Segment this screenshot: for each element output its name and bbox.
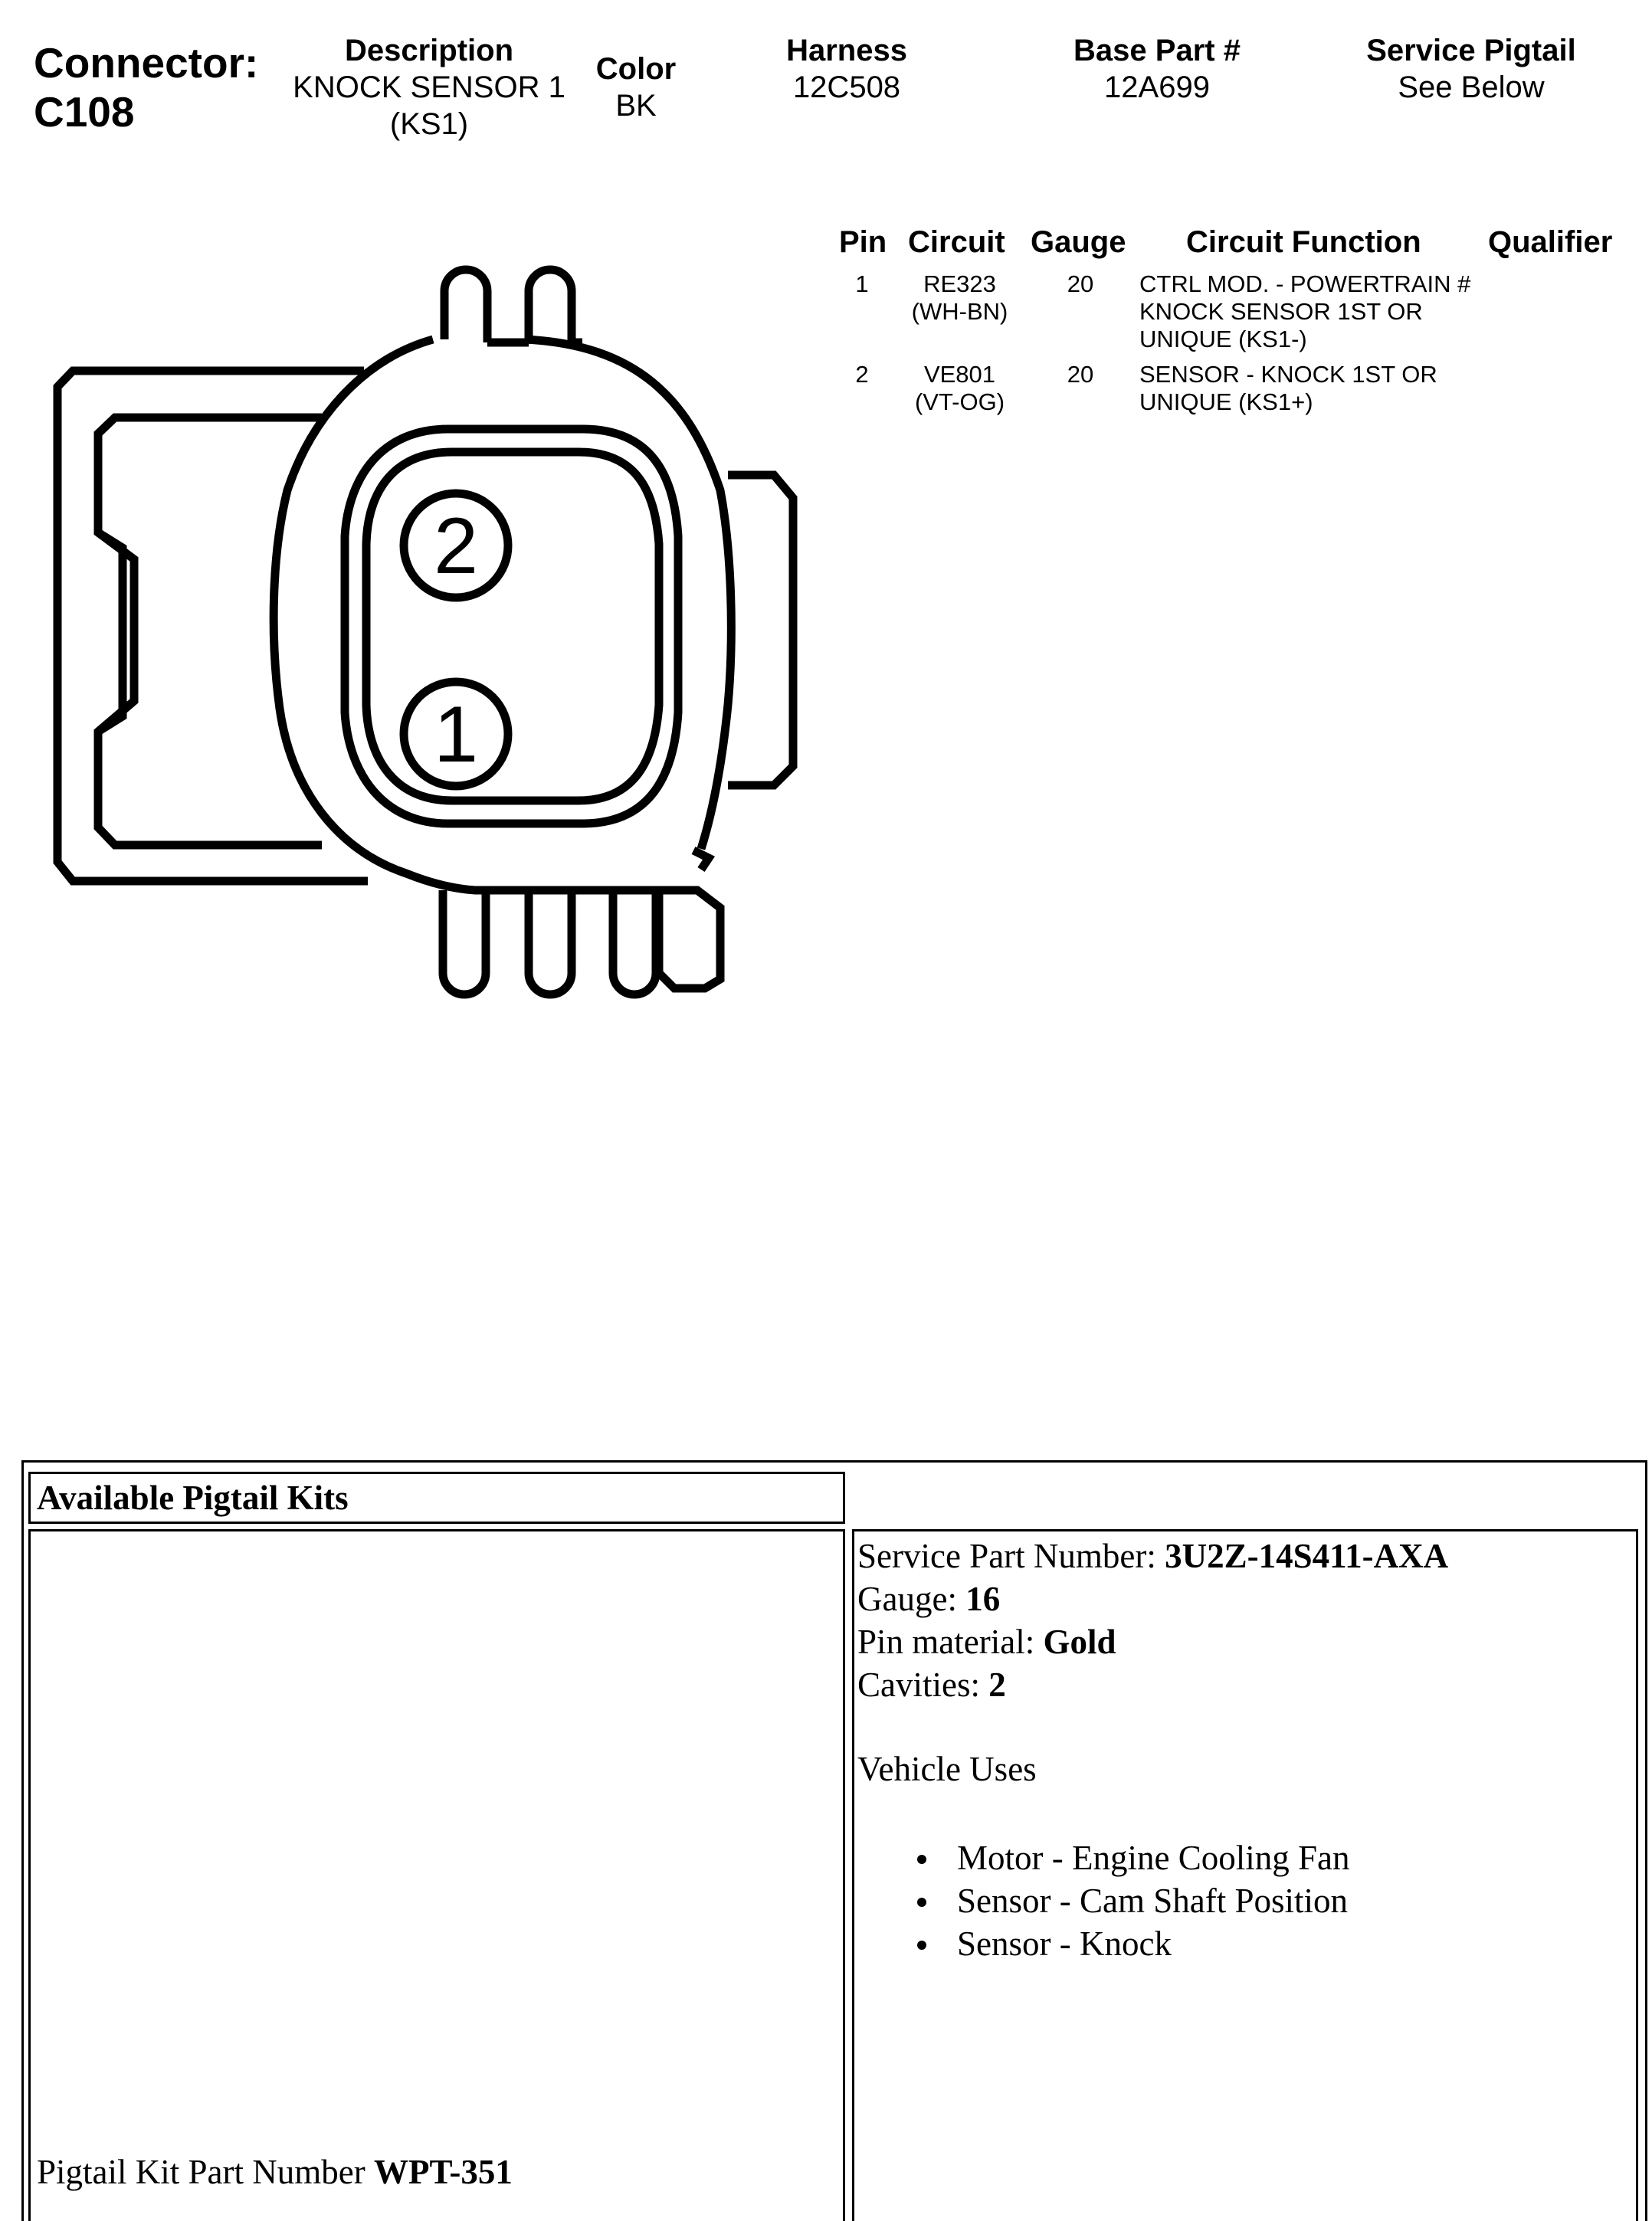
circuit-color: (WH-BN) <box>911 298 1008 325</box>
cavities-label: Cavities: <box>857 1666 980 1704</box>
circuit-header: Circuit <box>908 225 1005 259</box>
vehicle-use-text: Motor - Engine Cooling Fan <box>957 1839 1350 1877</box>
top-tab-left <box>444 270 487 342</box>
pigtail-kit-part-number: WPT-351 <box>373 2153 513 2191</box>
pigtail-kits-title-cell <box>28 1472 845 1524</box>
connector-header <box>34 38 258 136</box>
description-column <box>280 32 579 142</box>
vehicle-use-text: Sensor - Knock <box>957 1925 1172 1963</box>
list-item <box>917 1922 1448 1965</box>
service-part-line <box>857 1535 1448 1577</box>
gauge-value: 16 <box>965 1580 1001 1618</box>
qualifier-header: Qualifier <box>1488 225 1613 259</box>
gauge-value: 20 <box>1067 270 1094 297</box>
vehicle-uses-list <box>917 1836 1448 1965</box>
inner-ring-outer <box>345 429 678 824</box>
base-part-column <box>1046 32 1268 106</box>
top-tab-right <box>529 270 572 342</box>
connector-label: Connector: <box>34 39 259 87</box>
pin-2-label: 2 <box>434 502 478 591</box>
gauge-value: 20 <box>1067 361 1094 388</box>
base-part-heading: Base Part # <box>1073 34 1241 67</box>
service-part-number: 3U2Z-14S411-AXA <box>1165 1537 1449 1575</box>
pigtail-kit-image-cell <box>28 1529 845 2221</box>
pin-material-line <box>857 1620 1448 1663</box>
left-housing-outline <box>57 371 368 881</box>
description-heading: Description <box>344 34 514 67</box>
gauge-line <box>857 1577 1448 1620</box>
pin-1-label: 1 <box>434 690 478 779</box>
pin-material-label: Pin material: <box>857 1623 1035 1661</box>
pin-material-value: Gold <box>1043 1623 1116 1661</box>
cavities-value: 2 <box>988 1666 1006 1704</box>
pin-header: Pin <box>839 225 887 259</box>
pin-number: 1 <box>855 270 869 297</box>
circuit-function-line: KNOCK SENSOR 1ST OR <box>1139 298 1423 325</box>
bullet-icon <box>917 1898 926 1907</box>
circuit-function-line: UNIQUE (KS1-) <box>1139 326 1307 352</box>
color-value: BK <box>615 89 657 123</box>
color-heading: Color <box>595 52 677 86</box>
right-latch <box>728 475 793 785</box>
circuit-function-line: SENSOR - KNOCK 1ST OR <box>1139 361 1437 388</box>
bullet-icon <box>917 1855 926 1864</box>
bottom-tab-right <box>613 890 656 994</box>
circuit-color: (VT-OG) <box>914 388 1005 415</box>
pigtail-kit-part-line <box>37 2151 513 2193</box>
pigtail-kits-title: Available Pigtail Kits <box>37 1479 349 1517</box>
harness-heading: Harness <box>786 34 907 67</box>
cavities-line <box>857 1663 1448 1706</box>
color-column <box>582 51 690 124</box>
service-pigtail-heading: Service Pigtail <box>1366 34 1576 67</box>
pin-number: 2 <box>855 361 869 388</box>
harness-value: 12C508 <box>792 70 901 104</box>
service-pigtail-column <box>1345 32 1598 106</box>
service-part-label: Service Part Number: <box>857 1537 1156 1575</box>
vehicle-use-text: Sensor - Cam Shaft Position <box>957 1882 1349 1920</box>
main-body-right <box>525 339 731 849</box>
left-latch-tab <box>98 532 123 732</box>
gauge-header: Gauge <box>1031 225 1126 259</box>
connector-id: C108 <box>34 88 135 136</box>
list-item <box>917 1836 1448 1879</box>
circuit-function-header: Circuit Function <box>1186 225 1421 259</box>
pigtail-kit-part-label: Pigtail Kit Part Number <box>37 2153 365 2191</box>
circuit-code: RE323 <box>923 270 996 297</box>
pigtail-kit-details-cell <box>852 1529 1638 2221</box>
circuit-code: VE801 <box>923 361 996 388</box>
circuit-function-line: UNIQUE (KS1+) <box>1139 388 1313 415</box>
pigtail-kit-specs <box>857 1535 1448 1965</box>
bullet-icon <box>917 1941 926 1950</box>
gauge-label: Gauge: <box>857 1580 957 1618</box>
description-value-line1: KNOCK SENSOR 1 <box>293 70 565 104</box>
connector-face-diagram <box>0 230 828 1011</box>
vehicle-uses-heading: Vehicle Uses <box>857 1750 1037 1788</box>
circuit-function-line: CTRL MOD. - POWERTRAIN # <box>1139 270 1471 297</box>
harness-column <box>736 32 958 106</box>
base-part-value: 12A699 <box>1104 70 1210 104</box>
bottom-tab-left <box>443 890 486 994</box>
service-pigtail-value: See Below <box>1398 70 1545 104</box>
description-value-line2: (KS1) <box>389 107 469 141</box>
list-item <box>917 1879 1448 1922</box>
corner-notch <box>693 850 709 870</box>
bottom-tab-mid <box>529 890 572 994</box>
